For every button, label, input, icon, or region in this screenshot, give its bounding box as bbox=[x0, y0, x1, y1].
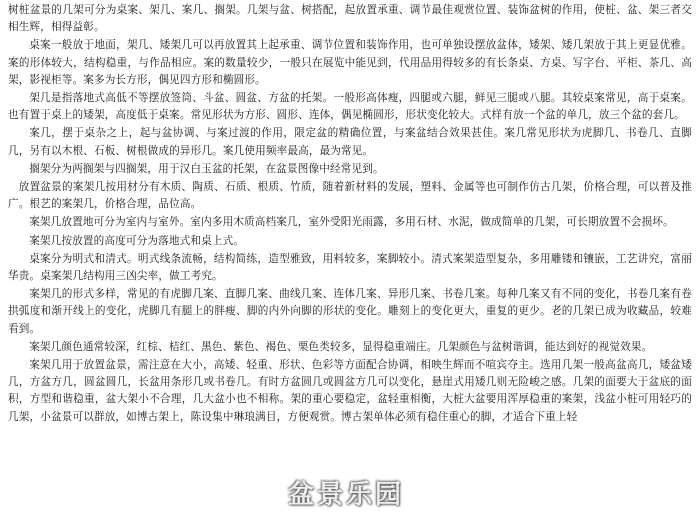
paragraph-height-types: 案架几按放置的高度可分为落地式和桌上式。 bbox=[29, 234, 245, 247]
paragraph-stand: 架几是指落地式高低不等摆放签筒、斗盆、圆盆、方盆的托架。一般形高体瘦，四腿或六腿，鲜见三腿或八腿。其较桌案常见，高于桌案。也有置于桌上的矮架，高度低于桌案。常见形状为方形、圆形、连体，偶见椭圆形，形状变化较大。式样有放一个盆的单几，放三个盆的套几。 bbox=[8, 92, 692, 122]
paragraph-desk-case: 桌案一般放于地面，架几、矮架几可以再放置其上起承重、调节位置和装饰作用，也可单独设摆放盆体，矮架、矮几架放于其上更显优雅。案的形体较大，结构稳重，与作品相应。案的数量较少，一般只在展览中能见到，代用品用得较多的有长条桌、方桌、写字台、平柜、茶几、高架，影视柜等。案多为长方形，偶见四方形和椭圆形。 bbox=[8, 39, 692, 86]
paragraph-shelf: 搁架分为两搁架与四搁架，用于汉白玉盆的托架，在盆景图像中经常见到。 bbox=[29, 162, 384, 175]
paragraph-table-stand: 案几，摆于桌杂之上，起与盆协调、与案过渡的作用，限定盆的精确位置，与案盆结合效果甚佳。案几常见形状为虎脚几、书卷几、直脚几，另有以木根、石板、树根做成的异形几。案几使用频率最高，最为常见。 bbox=[8, 127, 692, 157]
site-watermark: 盆景乐园 bbox=[288, 480, 405, 510]
paragraph-materials: 放置盆景的案架几按用材分有木质、陶质、石质、根质、竹质，随着新材料的发展，塑料、金属等也可制作仿古几架，价格合理，可以普及推广。根艺的案架几，价格合理，品位高。 bbox=[8, 181, 692, 211]
paragraph-forms: 案架几的形式多样，常见的有虎脚几案、直脚几案、曲线几案、连体几案、异形几案、书卷几案。每种几案又有不同的变化，书卷几案有卷拱弧度和渐开线上的变化，虎脚几有腿上的胖瘦、脚的内外向脚的形状的变化。雕刻上的变化更大，重复的更少。老的几架已成为收藏品，较难看到。 bbox=[8, 288, 692, 335]
paragraph-usage: 案架几用于放置盆景，需注意在大小，高矮、轻重、形状、色彩等方面配合协调，相映生辉而不喧宾夺主。选用几架一般高盆高几，矮盆矮几，方盆方几，圆盆圆几，长盆用条形几或书卷几。有时方盆圆几或圆盆方几可以变化，悬崖式用矮几则无险峻之感。几架的面要大于盆底的面积，方型和谐稳重，盆大架小不合理，几大盆小也不相称。架的重心要稳定，盆轻重相衡，大桩大盆要用浑厚稳重的案架，浅盆小桩可用轻巧的几架，小盆景可以群放，如博古架上，陈设集中琳琅满目，方便观赏。博古架单体必须有稳住重心的脚，才适合下重上轻 bbox=[8, 359, 692, 423]
paragraph-intro: 树桩盆景的几架可分为桌案、架几、案几、搁架。几架与盆、树搭配，起放置承重、调节最佳观赏位置、装饰盆树的作用，使桩、盆、架三者交相生辉，相得益彰。 bbox=[8, 4, 692, 34]
paragraph-styles: 桌案分为明式和清式。明式线条流畅，结构简练，造型雅致，用料较多，案脚较小。清式案架造型复杂，多用雕镂和镶嵌，工艺讲究，富丽华贵。桌案架几结构用三凶尖率，做工考究。 bbox=[8, 252, 692, 283]
paragraph-placement: 案架几放置地可分为室内与室外。室内多用木质高档案几，室外受阳光雨露，多用石材、水泥，做成简单的几架，可长期放置不会损坏。 bbox=[29, 216, 674, 229]
paragraph-colors: 案架几颜色通常较深，红棕、桔红、黑色、紫色、褐色、栗色类较多，显得稳重端庄。几架颜色与盆树谐调，能达到好的视觉效果。 bbox=[29, 340, 653, 353]
